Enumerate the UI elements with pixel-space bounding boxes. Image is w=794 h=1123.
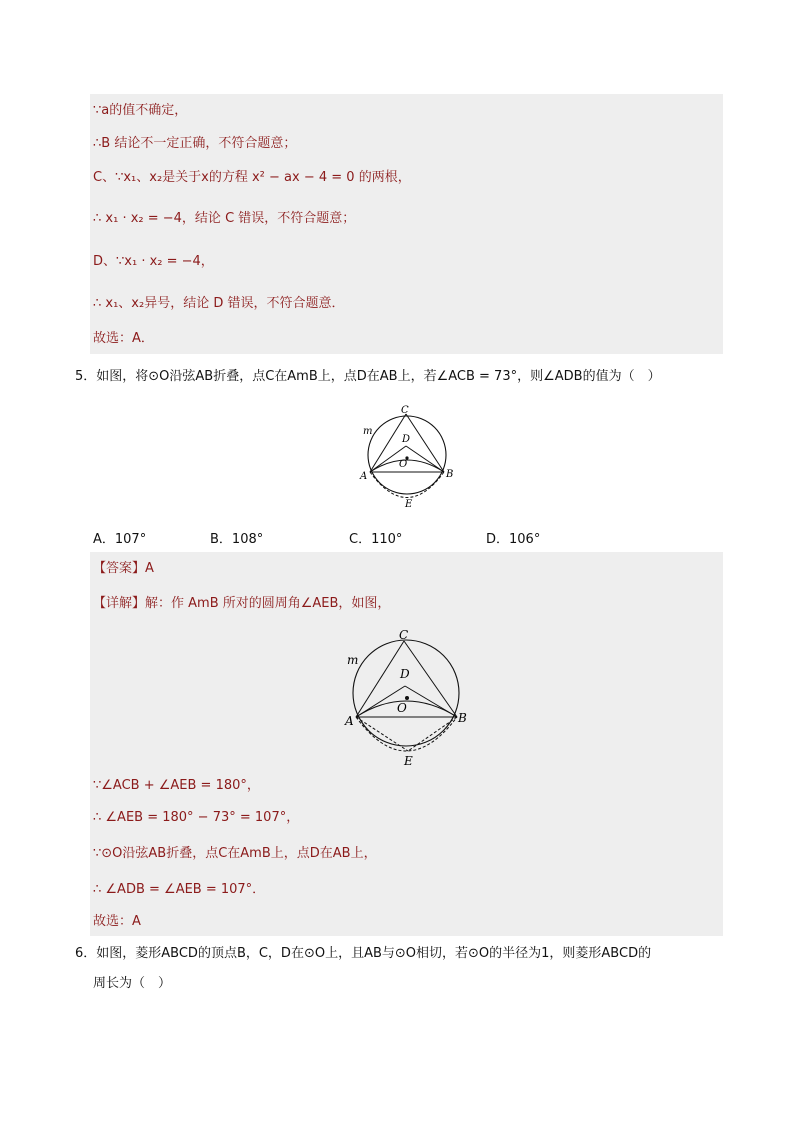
option-b: B．108° [210,532,264,547]
label-m: m [347,653,359,667]
option-a: A．107° [93,532,147,547]
label-A: A [345,714,354,728]
question-6-stem-cont: 周长为（ ） [93,976,172,991]
option-d: D．106° [486,532,541,547]
option-c: C．110° [349,532,403,547]
solution-line: ∵∠ACB + ∠AEB = 180°， [93,778,260,793]
label-E: E [405,499,413,510]
label-B: B [458,711,467,725]
label-C: C [401,405,409,416]
detail-label: 【详解】解：作 AmB 所对的圆周角∠AEB，如图， [93,596,391,611]
solution-line: ∵a的值不确定， [93,103,188,118]
question-6-stem: 6．如图，菱形ABCD的顶点B，C，D在⊙O上，且AB与⊙O相切，若⊙O的半径为1，则菱形ABCD的 [75,946,652,961]
question-5-stem: 5．如图，将⊙O沿弦AB折叠，点C在AmB上，点D在AB上，若∠ACB = 73°，则∠ADB的值为（ ） [75,369,661,384]
solution-line: C、∵x₁、x₂是关于x的方程 x² − ax − 4 = 0 的两根， [93,170,411,185]
solution-line: ∴ x₁ · x₂ = −4，结论 C 错误，不符合题意； [93,211,356,226]
solution-line: ∴ ∠ADB = ∠AEB = 107°． [93,882,266,897]
figure-2 [340,625,475,770]
label-O: O [399,459,408,470]
solution-line: ∴ x₁、x₂异号，结论 D 错误，不符合题意． [93,296,345,311]
label-D: D [402,434,411,445]
solution-line: D、∵x₁ · x₂ = −4， [93,254,214,269]
solution-line: ∴B 结论不一定正确，不符合题意； [93,136,297,151]
label-B: B [446,469,454,480]
label-D: D [400,667,410,681]
figure-1 [355,398,460,510]
label-A: A [360,471,368,482]
label-m: m [363,426,373,437]
solution-line: ∴ ∠AEB = 180° − 73° = 107°， [93,810,300,825]
solution-line: 故选：A [93,914,141,929]
label-E: E [404,754,413,768]
answer-label: 【答案】A [93,561,154,576]
solution-line: ∵⊙O沿弦AB折叠，点C在AmB上，点D在AB上， [93,846,377,861]
label-C: C [399,628,409,642]
solution-line: 故选：A． [93,331,154,346]
label-O: O [397,701,407,715]
